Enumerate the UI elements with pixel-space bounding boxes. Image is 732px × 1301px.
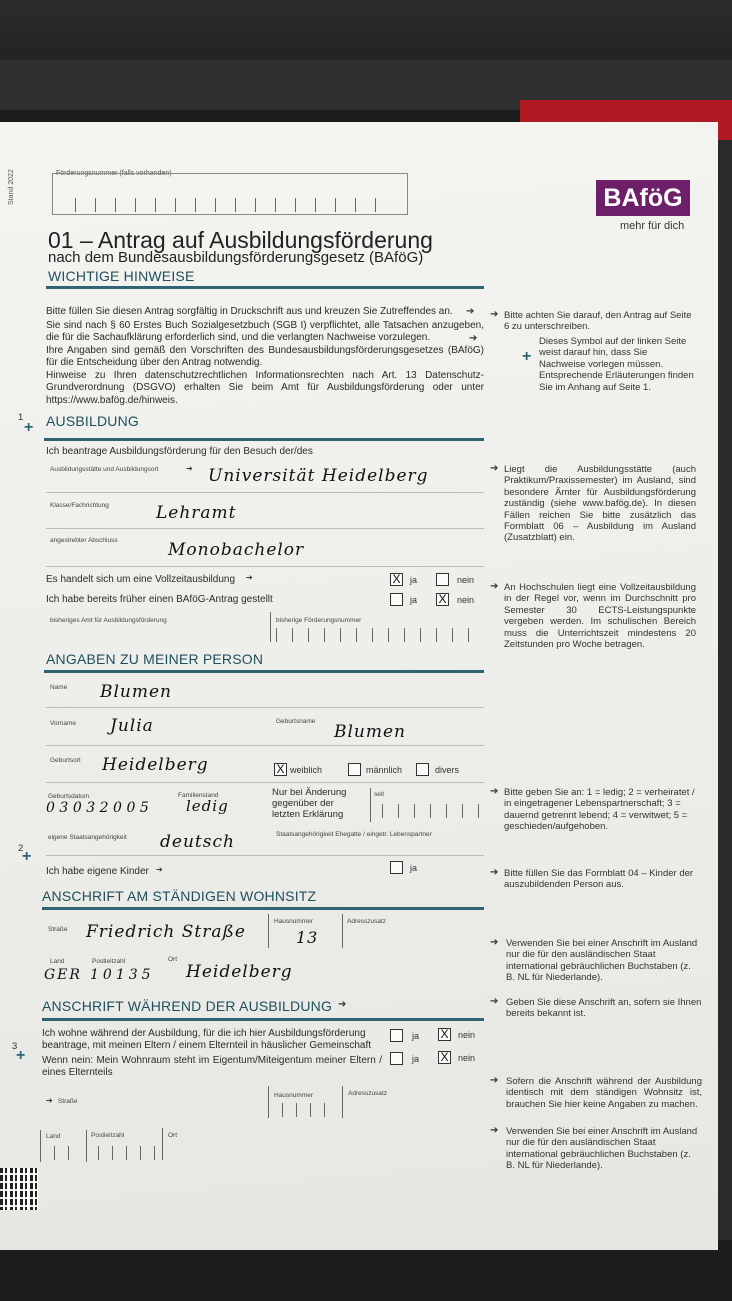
bisherige-fnr-label: bisherige Förderungsnummer <box>276 617 362 624</box>
arrow-icon: ➔ <box>156 865 163 874</box>
adresszusatz-label: Adresszusatz <box>347 918 387 925</box>
klasse-value[interactable]: Lehramt <box>156 503 237 523</box>
field-divider <box>86 1130 87 1162</box>
plz2-field[interactable] <box>98 1146 162 1160</box>
divers-label: divers <box>435 765 460 775</box>
vollzeit-ja-checkbox[interactable]: X <box>390 573 403 586</box>
person-heading: ANGABEN ZU MEINER PERSON <box>46 651 264 667</box>
side-familienstand: Bitte geben Sie an: 1 = ledig; 2 = verheiratet / in eingetragener Lebenspartnerschaft; 3 = dauernd getrennt lebend; 4 = verwitwet; 5 = geschieden/aufgehoben. <box>504 787 695 833</box>
ausbildungsanschrift-heading: ANSCHRIFT WÄHREND DER AUSBILDUNG <box>42 998 333 1014</box>
ausbildungsanschrift-rule <box>42 1018 484 1021</box>
plz2-label: Postleitzahl <box>91 1132 125 1139</box>
arrow-icon: ➔ <box>490 581 499 592</box>
person-rule <box>44 670 484 673</box>
name-label: Name <box>50 684 68 691</box>
weiblich-label: weiblich <box>290 765 323 775</box>
form-subtitle: nach dem Bundesausbildungsförderungsgesetz (BAföG) <box>48 249 424 266</box>
maennlich-checkbox[interactable] <box>348 763 361 776</box>
kinder-question: Ich habe eigene Kinder <box>46 866 149 877</box>
eltern-question: Ich wohne während der Ausbildung, für die ich hier Ausbildungsförderung beantrage, mit meinen Eltern / einem Elternteil in häuslicher Gemeinschaft <box>42 1028 372 1051</box>
adresszusatz2-label: Adresszusatz <box>348 1090 388 1097</box>
vorname-value[interactable]: Julia <box>110 716 154 736</box>
field-divider <box>46 707 484 708</box>
arrow-icon: ➔ <box>186 464 193 473</box>
strasse-value[interactable]: Friedrich Straße <box>86 922 246 942</box>
staette-value[interactable]: Universität Heidelberg <box>208 466 429 486</box>
side-land-ausbildung: Verwenden Sie bei einer Anschrift im Ausland nur die für den ausländischen Staat international gebräuchlichen Buchstaben (z. B. NL für Niederlande). <box>506 1126 698 1172</box>
bafoeg-logo: BAföG <box>596 180 690 216</box>
staatsangehoerigkeit-label: eigene Staatsangehörigkeit <box>48 834 127 841</box>
geburtsname-label: Geburtsname <box>276 718 316 725</box>
ja-label: ja <box>412 1054 420 1064</box>
klasse-label: Klasse/Fachrichtung <box>50 502 109 509</box>
hinweise-p4: Hinweise zu Ihren datenschutzrechtlichen Informationsrechten nach Art. 13 Datenschutz-Grundverordnung (DSGVO) erhalten Sie beim Amt für Ausbildungsförderung oder unter https://www.bafög.de/hinweis. <box>46 370 484 406</box>
side-unterschrift: Bitte achten Sie darauf, den Antrag auf Seite 6 zu unterschreiben. <box>504 310 692 333</box>
abschluss-label: angestrebter Abschluss <box>50 537 118 544</box>
arrow-icon: ➔ <box>469 333 478 344</box>
wohnsitz-heading: ANSCHRIFT AM STÄNDIGEN WOHNSITZ <box>42 888 317 904</box>
nachweis-plus-icon: + <box>522 348 532 365</box>
form-title: 01 – Antrag auf Ausbildungsförderung <box>48 227 433 253</box>
hinweise-p1: Bitte füllen Sie diesen Antrag sorgfältig in Druckschrift aus und kreuzen Sie Zutreffendes an. <box>46 306 453 317</box>
arrow-icon: ➔ <box>490 786 499 797</box>
frueher-ja-checkbox[interactable] <box>390 593 403 606</box>
side-vollzeit: An Hochschulen liegt eine Vollzeitausbildung in der Regel vor, wenn im Durchschnitt pro Semester 30 ECTS-Leistungspunkte vergeben werden. Im schulischen Bereich muss die Unterrichtszeit mindestens 20 Zeitstunden pro Woche betragen. <box>504 582 696 651</box>
field-divider <box>46 566 484 567</box>
field-divider <box>46 782 484 783</box>
side-identisch: Sofern die Anschrift während der Ausbildung identisch mit dem ständigen Wohnsitz ist, brauchen Sie hier keine Angaben zu machen. <box>506 1076 702 1110</box>
field-divider <box>46 492 484 493</box>
hinweise-p2: Sie sind nach § 60 Erstes Buch Sozialgesetzbuch (SGB I) verpflichtet, alle Tatsachen anzugeben, die für die Sachaufklärung erforderlich sind, und die verlangten Nachweise vorzulegen. <box>46 320 484 344</box>
eigentum-question: Wenn nein: Mein Wohnraum steht im Eigentum/Miteigentum meiner Eltern / eines Elternteils <box>42 1055 382 1078</box>
kinder-ja-checkbox[interactable] <box>390 861 403 874</box>
field-divider <box>370 788 371 822</box>
section-marker-3: 3 <box>12 1041 18 1052</box>
field-divider <box>46 528 484 529</box>
nein-label: nein <box>458 1053 476 1063</box>
geburtsname-value[interactable]: Blumen <box>334 722 407 742</box>
eigentum-ja-checkbox[interactable] <box>390 1052 403 1065</box>
divers-checkbox[interactable] <box>416 763 429 776</box>
nachweis-plus-icon: + <box>24 419 34 436</box>
field-divider <box>268 1086 269 1118</box>
ja-label: ja <box>410 863 418 873</box>
plz-label: Postleitzahl <box>92 958 126 965</box>
vollzeit-question: Es handelt sich um eine Vollzeitausbildung <box>46 574 236 585</box>
hausnummer-label: Hausnummer <box>274 918 314 925</box>
familienstand-label: Familienstand <box>178 792 219 799</box>
hinweise-heading: WICHTIGE HINWEISE <box>48 268 195 284</box>
arrow-icon: ➔ <box>490 463 499 474</box>
plz-value[interactable]: 10135 <box>90 967 155 983</box>
vollzeit-nein-checkbox[interactable] <box>436 573 449 586</box>
wohnsitz-rule <box>42 907 484 910</box>
field-divider <box>268 914 269 948</box>
section-marker-1: 1 <box>18 412 24 423</box>
frueher-nein-checkbox[interactable]: X <box>436 593 449 606</box>
section-marker-2: 2 <box>18 843 24 854</box>
bisherige-fnr-field[interactable] <box>276 628 482 642</box>
nein-label: nein <box>458 1030 476 1040</box>
nein-label: nein <box>457 595 475 605</box>
foerderungsnummer-label: Förderungsnummer (falls vorhanden) <box>56 170 172 177</box>
vorname-label: Vorname <box>50 720 77 727</box>
weiblich-checkbox[interactable]: X <box>274 763 287 776</box>
nachweis-plus-icon: + <box>22 848 32 865</box>
field-divider <box>342 1086 343 1118</box>
ort-value[interactable]: Heidelberg <box>186 962 293 982</box>
logo-slogan: mehr für dich <box>620 220 685 232</box>
ausbildung-rule <box>44 438 484 441</box>
ausbildung-heading: AUSBILDUNG <box>46 413 140 429</box>
arrow-icon: ➔ <box>490 1075 499 1086</box>
field-divider <box>40 1130 41 1162</box>
side-kinder: Bitte füllen Sie das Formblatt 04 – Kinder der auszubildenden Person aus. <box>504 868 694 891</box>
strasse-label: Straße <box>48 926 68 933</box>
land-label: Land <box>50 958 65 965</box>
arrow-icon: ➔ <box>490 1125 499 1136</box>
geburtsort-label: Geburtsort <box>50 757 81 764</box>
field-divider <box>46 745 484 746</box>
hausnummer2-field[interactable] <box>282 1103 342 1117</box>
arrow-icon: ➔ <box>246 573 253 582</box>
arrow-icon: ➔ <box>490 996 499 1007</box>
arrow-icon: ➔ <box>338 999 347 1010</box>
amt-label: bisheriges Amt für Ausbildungsförderung <box>50 617 167 624</box>
stand-label: Stand 2022 <box>8 169 15 205</box>
side-ausland: Liegt die Ausbildungsstätte (auch Praktikum/Praxissemester) im Ausland, sind besondere Ämter für Ausbildungsförderung zuständig (siehe www.bafög.de). In diesen Fällen reichen Sie bitte zusätzlich das Formblatt 06 – Ausbildung im Ausland (Zusatzblatt) ein. <box>504 464 696 544</box>
eigentum-nein-checkbox[interactable]: X <box>438 1051 451 1064</box>
name-value[interactable]: Blumen <box>100 682 173 702</box>
eltern-nein-checkbox[interactable]: X <box>438 1028 451 1041</box>
side-symbol: Dieses Symbol auf der linken Seite weist darauf hin, dass Sie Nachweise vorlegen müssen. Entsprechende Erläuterungen finden Sie im Anhang auf Seite 1. <box>539 336 694 393</box>
side-land-wohnsitz: Verwenden Sie bei einer Anschrift im Ausland nur die für den ausländischen Staat international gebräuchlichen Buchstaben (z. B. NL für Niederlande). <box>506 938 698 984</box>
seit-field[interactable] <box>382 804 482 818</box>
field-divider <box>342 914 343 948</box>
ja-label: ja <box>410 595 418 605</box>
hausnummer-value[interactable]: 13 <box>296 928 319 947</box>
strasse2-label[interactable]: Straße <box>58 1098 78 1105</box>
aenderung-label: Nur bei Änderung gegenüber der letzten Erklärung <box>272 787 347 820</box>
hinweise-p3: Ihre Angaben sind gemäß den Vorschriften des Bundesausbildungsförderungsgesetzes (BAföG) für die Entscheidung über den Antrag notwendig. <box>46 345 484 369</box>
arrow-icon: ➔ <box>490 309 499 320</box>
arrow-icon: ➔ <box>490 867 499 878</box>
land2-field[interactable] <box>54 1146 84 1160</box>
ort-label: Ort <box>168 956 178 963</box>
ja-label: ja <box>410 575 418 585</box>
ausbildung-intro: Ich beantrage Ausbildungsförderung für den Besuch der/des <box>46 446 313 457</box>
geburtsdatum-value[interactable]: 03032005 <box>46 800 154 816</box>
field-divider <box>162 1128 163 1160</box>
qr-code-pattern <box>0 1168 38 1210</box>
geburtsdatum-label: Geburtsdatum <box>48 793 90 800</box>
field-divider <box>270 612 271 642</box>
foerderungsnummer-field[interactable] <box>52 173 408 215</box>
geburtsort-value[interactable]: Heidelberg <box>102 755 209 775</box>
staette-label: Ausbildungsstätte und Ausbildungsort <box>50 466 159 473</box>
abschluss-value[interactable]: Monobachelor <box>168 540 305 560</box>
field-divider <box>46 855 484 856</box>
arrow-icon: ➔ <box>490 937 499 948</box>
eltern-ja-checkbox[interactable] <box>390 1029 403 1042</box>
hinweise-rule <box>46 286 484 289</box>
arrow-icon: ➔ <box>466 306 475 317</box>
nachweis-plus-icon: + <box>16 1047 26 1064</box>
ja-label: ja <box>412 1031 420 1041</box>
side-bekannt: Geben Sie diese Anschrift an, sofern sie Ihnen bereits bekannt ist. <box>506 997 702 1020</box>
hausnummer2-label: Hausnummer <box>274 1092 314 1099</box>
maennlich-label: männlich <box>366 765 403 775</box>
nein-label: nein <box>457 575 475 585</box>
seit-label: seit <box>374 791 385 798</box>
ort2-label: Ort <box>168 1132 178 1139</box>
staat-partner-label: Staatsangehörigkeit Ehegatte / eingetr. Lebenspartner <box>276 831 432 838</box>
land2-label: Land <box>46 1133 61 1140</box>
land-value[interactable]: GER <box>44 967 82 983</box>
familienstand-value[interactable]: ledig <box>186 797 229 815</box>
arrow-icon: ➔ <box>46 1096 53 1105</box>
frueher-question: Ich habe bereits früher einen BAföG-Antrag gestellt <box>46 594 273 605</box>
staatsangehoerigkeit-value[interactable]: deutsch <box>160 832 235 852</box>
